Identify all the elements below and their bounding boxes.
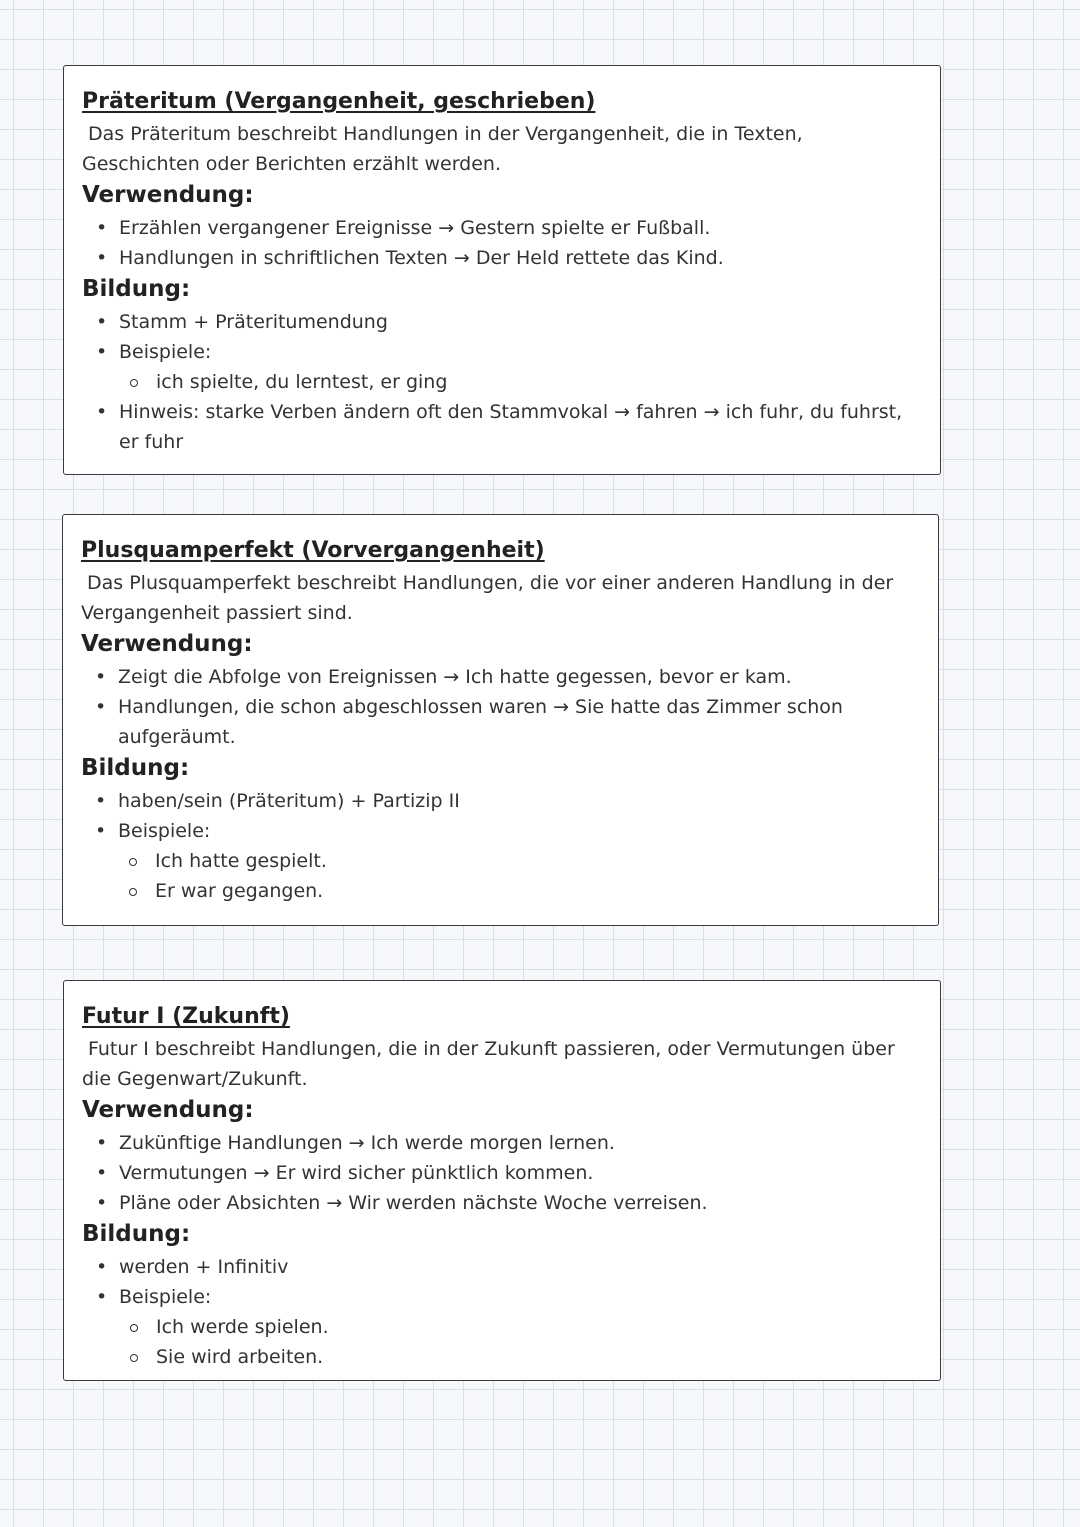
formation-heading: Bildung: (82, 276, 191, 302)
bullet-icon: • (96, 247, 108, 269)
example-item: Er war gegangen. (118, 876, 918, 906)
bullet-icon: • (96, 311, 108, 333)
example-item: Ich hatte gespielt. (118, 846, 918, 876)
formation-list (82, 307, 920, 457)
list-item: • Pläne oder Absichten → Wir werden nächste Woche verreisen. (82, 1188, 920, 1218)
bullet-icon: • (96, 341, 108, 363)
usage-list (81, 662, 918, 752)
usage-heading: Verwendung: (82, 182, 254, 208)
circle-bullet-icon (130, 379, 138, 387)
section-intro: Das Plusquamperfekt beschreibt Handlungen, die vor einer anderen Handlung in der Vergangenheit passiert sind. (81, 572, 894, 624)
bullet-icon: • (95, 696, 107, 718)
list-item: • Stamm + Präteritumendung (82, 307, 920, 337)
section-title: Präteritum (Vergangenheit, geschrieben) (82, 89, 596, 114)
formation-list (81, 786, 918, 906)
example-item: Ich werde spielen. (119, 1312, 920, 1342)
list-item: • haben/sein (Präteritum) + Partizip II (81, 786, 918, 816)
circle-bullet-icon (130, 1324, 138, 1332)
examples-list (119, 1312, 920, 1372)
bullet-icon: • (96, 401, 108, 423)
circle-bullet-icon (129, 888, 137, 896)
list-item: • Erzählen vergangener Ereignisse → Gestern spielte er Fußball. (82, 213, 920, 243)
list-item: • werden + Infinitiv (82, 1252, 920, 1282)
usage-list (82, 1128, 920, 1218)
usage-list (82, 213, 920, 273)
usage-heading: Verwendung: (81, 631, 253, 657)
bullet-icon: • (96, 1256, 108, 1278)
bullet-icon: • (96, 1192, 108, 1214)
section-card-plusquamperfekt (62, 514, 939, 926)
bullet-icon: • (95, 820, 107, 842)
formation-heading: Bildung: (81, 755, 190, 781)
circle-bullet-icon (129, 858, 137, 866)
bullet-icon: • (96, 1162, 108, 1184)
examples-list (118, 846, 918, 906)
section-card-futur-1 (63, 980, 941, 1381)
list-item: • Handlungen in schriftlichen Texten → Der Held rettete das Kind. (82, 243, 920, 273)
section-intro: Das Präteritum beschreibt Handlungen in der Vergangenheit, die in Texten, Geschichten oder Berichten erzählt werden. (82, 123, 803, 175)
usage-heading: Verwendung: (82, 1097, 254, 1123)
list-item: • Zukünftige Handlungen → Ich werde morgen lernen. (82, 1128, 920, 1158)
formation-list (82, 1252, 920, 1372)
list-item: • Zeigt die Abfolge von Ereignissen → Ich hatte gegessen, bevor er kam. (81, 662, 918, 692)
section-card-praeteritum (63, 65, 941, 475)
example-item: ich spielte, du lerntest, er ging (119, 367, 920, 397)
list-item: • Beispiele: ich spielte, du lerntest, er ging (82, 337, 920, 397)
list-item: • Beispiele: Ich werde spielen. Sie wird arbeiten. (82, 1282, 920, 1372)
bullet-icon: • (96, 1132, 108, 1154)
bullet-icon: • (95, 790, 107, 812)
list-item: • Handlungen, die schon abgeschlossen waren → Sie hatte das Zimmer schon aufgeräumt. (81, 692, 918, 752)
bullet-icon: • (95, 666, 107, 688)
circle-bullet-icon (130, 1354, 138, 1362)
section-title: Futur I (Zukunft) (82, 1004, 290, 1029)
list-item: • Hinweis: starke Verben ändern oft den Stammvokal → fahren → ich fuhr, du fuhrst, er fuhr (82, 397, 920, 457)
bullet-icon: • (96, 217, 108, 239)
list-item: • Vermutungen → Er wird sicher pünktlich kommen. (82, 1158, 920, 1188)
section-title: Plusquamperfekt (Vorvergangenheit) (81, 538, 545, 563)
example-item: Sie wird arbeiten. (119, 1342, 920, 1372)
formation-heading: Bildung: (82, 1221, 191, 1247)
section-intro: Futur I beschreibt Handlungen, die in der Zukunft passieren, oder Vermutungen über die Gegenwart/Zukunft. (82, 1038, 895, 1090)
examples-list (119, 367, 920, 397)
bullet-icon: • (96, 1286, 108, 1308)
list-item: • Beispiele: Ich hatte gespielt. Er war gegangen. (81, 816, 918, 906)
